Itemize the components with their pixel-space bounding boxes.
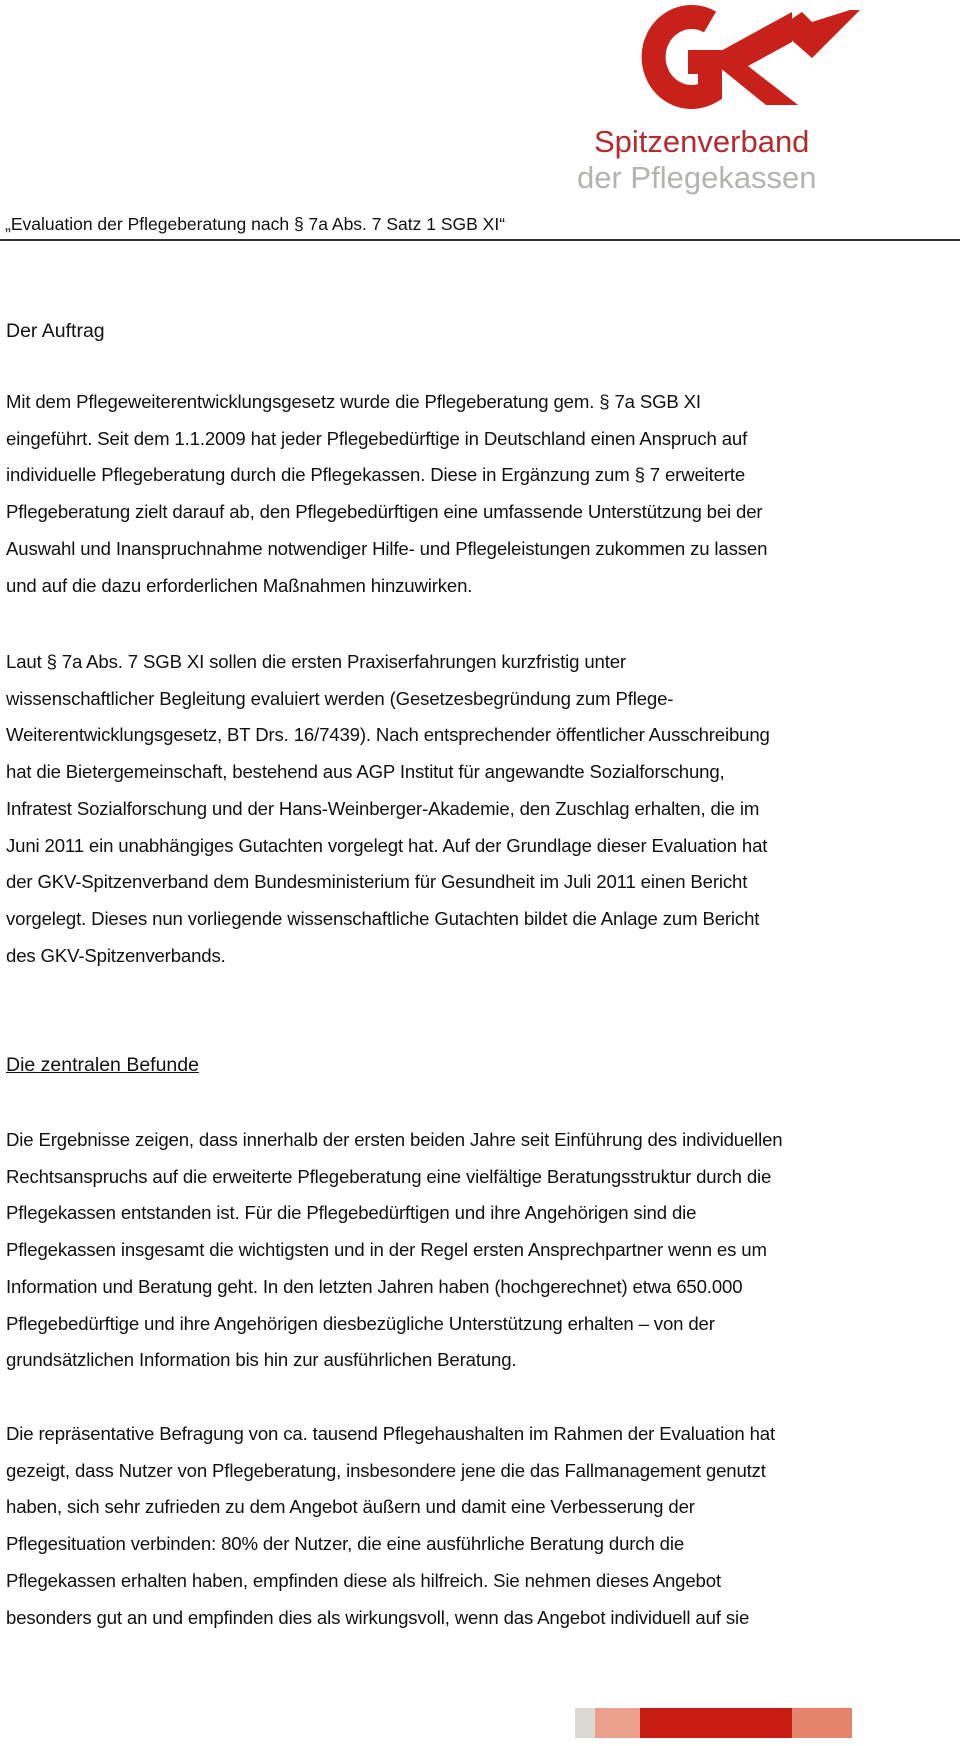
paragraph-line: vorgelegt. Dieses nun vorliegende wissenschaftliche Gutachten bildet die Anlage zum Bericht [6,907,760,929]
footer-bar-segment [595,1708,640,1738]
footer-bar-segment [575,1708,595,1738]
section-heading: Der Auftrag [6,320,105,342]
paragraph-line: des GKV-Spitzenverbands. [6,944,226,966]
paragraph-line: Pflegekassen erhalten haben, empfinden diese als hilfreich. Sie nehmen dieses Angebot [6,1569,721,1591]
paragraph-line: und auf die dazu erforderlichen Maßnahmen hinzuwirken. [6,574,473,596]
logo-text-pflegekassen: der Pflegekassen [577,160,817,195]
footer-bar-segment [792,1708,852,1738]
paragraph-line: Pflegekassen insgesamt die wichtigsten und in der Regel ersten Ansprechpartner wenn es um [6,1239,767,1261]
paragraph-line: Laut § 7a Abs. 7 SGB XI sollen die ersten Praxiserfahrungen kurzfristig unter [6,651,626,672]
paragraph-line: der GKV-Spitzenverband dem Bundesministerium für Gesundheit im Juli 2011 einen Bericht [6,871,748,893]
paragraph-line: Die Ergebnisse zeigen, dass innerhalb der ersten beiden Jahre seit Einführung des individuellen [6,1129,783,1150]
gkv-logo-mark [560,0,880,120]
header-divider [0,239,960,241]
logo-text-spitzenverband: Spitzenverband [594,124,810,159]
paragraph-line: Pflegekassen entstanden ist. Für die Pflegebedürftigen und ihre Angehörigen sind die [6,1202,697,1224]
paragraph-line: Pflegebedürftige und ihre Angehörigen diesbezügliche Unterstützung erhalten – von der [6,1312,715,1334]
paragraph-line: eingeführt. Seit dem 1.1.2009 hat jeder Pflegebedürftige in Deutschland einen Anspruch auf [6,427,748,449]
paragraph-line: hat die Bietergemeinschaft, bestehend aus AGP Institut für angewandte Sozialforschung, [6,761,725,783]
section-heading: Die zentralen Befunde [6,1054,199,1076]
paragraph-line: gezeigt, dass Nutzer von Pflegeberatung, insbesondere jene die das Fallmanagement genutzt [6,1459,766,1481]
paragraph-line: Pflegesituation verbinden: 80% der Nutzer, die eine ausführliche Beratung durch die [6,1533,685,1555]
paragraph-line: grundsätzlichen Information bis hin zur ausführlichen Beratung. [6,1349,517,1371]
footer-bar-segment [640,1708,792,1738]
footer-color-bar [575,1708,852,1738]
paragraph-line: Infratest Sozialforschung und der Hans-Weinberger-Akademie, den Zuschlag erhalten, die im [6,797,760,819]
paragraph-line: wissenschaftlicher Begleitung evaluiert werden (Gesetzesbegründung zum Pflege- [6,687,674,709]
paragraph-line: Auswahl und Inanspruchnahme notwendiger Hilfe- und Pflegeleistungen zukommen zu lassen [6,537,768,559]
paragraph-line: Mit dem Pflegeweiterentwicklungsgesetz wurde die Pflegeberatung gem. § 7a SGB XI [6,391,701,412]
paragraph-line: Weiterentwicklungsgesetz, BT Drs. 16/7439). Nach entsprechender öffentlicher Ausschreibung [6,724,770,746]
gkv-logo [560,0,880,205]
paragraph-line: Pflegeberatung zielt darauf ab, den Pflegebedürftigen eine umfassende Unterstützung bei der [6,501,763,523]
paragraph-line: Juni 2011 ein unabhängiges Gutachten vorgelegt hat. Auf der Grundlage dieser Evaluation hat [6,834,768,856]
document-title: „Evaluation der Pflegeberatung nach § 7a Abs. 7 Satz 1 SGB XI“ [5,214,506,234]
paragraph-line: Rechtsanspruchs auf die erweiterte Pflegeberatung eine vielfältige Beratungsstruktur durch die [6,1165,772,1187]
paragraph-line: besonders gut an und empfinden dies als wirkungsvoll, wenn das Angebot individuell auf sie [6,1606,750,1628]
paragraph-line: Die repräsentative Befragung von ca. tausend Pflegehaushalten im Rahmen der Evaluation hat [6,1423,775,1444]
paragraph-line: haben, sich sehr zufrieden zu dem Angebot äußern und damit eine Verbesserung der [6,1496,695,1518]
paragraph-line: individuelle Pflegeberatung durch die Pflegekassen. Diese in Ergänzung zum § 7 erweiterte [6,464,746,486]
paragraph-line: Information und Beratung geht. In den letzten Jahren haben (hochgerechnet) etwa 650.000 [6,1275,743,1297]
